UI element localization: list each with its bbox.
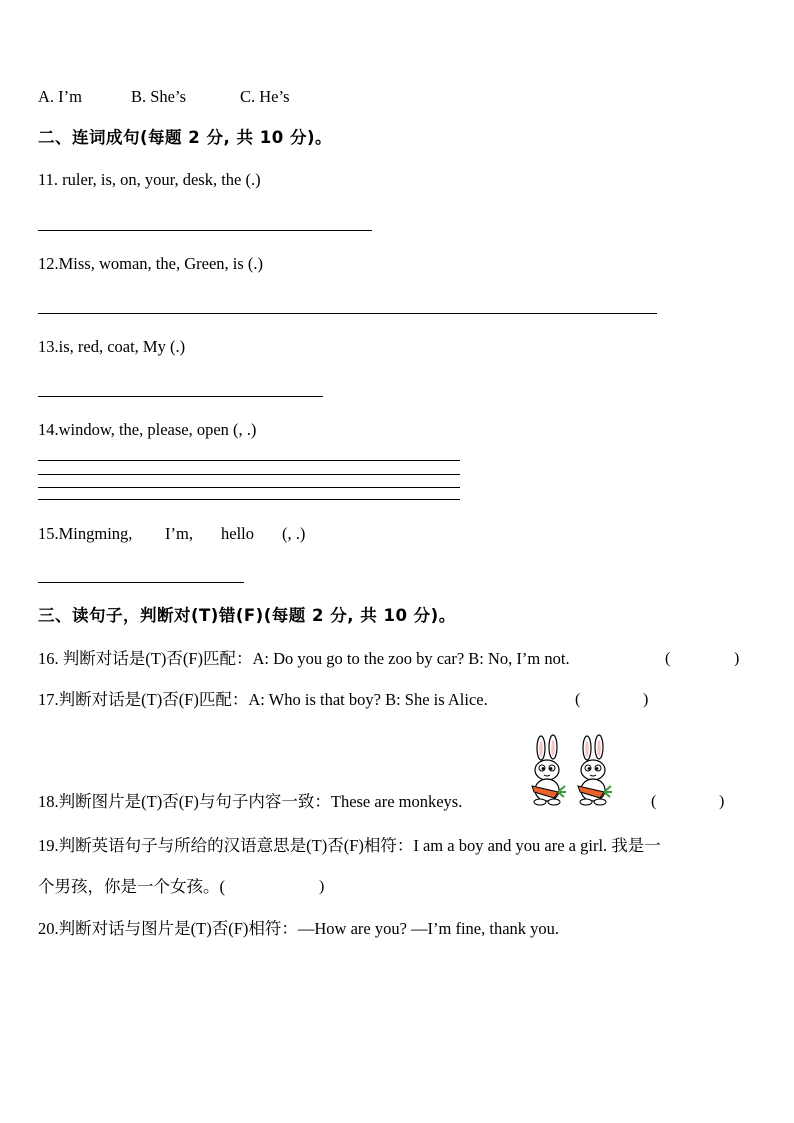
question-19-line-2: 个男孩，你是一个女孩。( xyxy=(38,877,225,896)
answer-line-13[interactable] xyxy=(38,396,323,397)
question-13: 13.is, red, coat, My (.) xyxy=(38,337,186,356)
answer-line-14c[interactable] xyxy=(38,487,460,488)
option-b: B. She’s xyxy=(131,87,187,106)
question-14: 14.window, the, please, open (, .) xyxy=(38,420,257,439)
option-a: A. I’m xyxy=(38,87,82,106)
answer-paren-open-16: ( xyxy=(665,650,671,667)
question-16: 16. 判断对话是(T)否(F)匹配：A: Do you go to the zoo by car? B: No, I’m not. xyxy=(38,649,570,668)
answer-line-11[interactable] xyxy=(38,230,372,231)
question-18: 18.判断图片是(T)否(F)与句子内容一致：These are monkeys. xyxy=(38,792,463,811)
option-c: C. He’s xyxy=(240,87,290,106)
answer-paren-close-16: ) xyxy=(734,650,740,667)
question-15-word-2: I’m, xyxy=(165,524,193,543)
answer-paren-close-18: ) xyxy=(719,793,725,810)
answer-paren-close-19: ) xyxy=(319,878,325,895)
question-20: 20.判断对话与图片是(T)否(F)相符：—How are you? —I’m fine, thank you. xyxy=(38,919,560,938)
section-2-heading: 二、连词成句(每题 2 分, 共 10 分)。 xyxy=(38,128,333,147)
question-17: 17.判断对话是(T)否(F)匹配：A: Who is that boy? B: She is Alice. xyxy=(38,690,488,709)
answer-line-15[interactable] xyxy=(38,582,244,583)
section-3-heading: 三、读句子，判断对(T)错(F)(每题 2 分, 共 10 分)。 xyxy=(38,606,456,625)
question-19-line-1: 19.判断英语句子与所给的汉语意思是(T)否(F)相符：I am a boy and you are a girl. 我是一 xyxy=(38,836,661,855)
question-15-num: 15.Mingming, xyxy=(38,524,133,543)
question-15-punct: (, .) xyxy=(282,524,306,543)
answer-line-14a[interactable] xyxy=(38,460,460,461)
answer-line-12[interactable] xyxy=(38,313,657,314)
rabbits-with-carrots-icon xyxy=(528,734,620,806)
question-11: 11. ruler, is, on, your, desk, the (.) xyxy=(38,170,261,189)
answer-paren-open-17: ( xyxy=(575,691,581,708)
answer-line-14b[interactable] xyxy=(38,474,460,475)
answer-line-14d[interactable] xyxy=(38,499,460,500)
question-12: 12.Miss, woman, the, Green, is (.) xyxy=(38,254,264,273)
answer-paren-open-18: ( xyxy=(651,793,657,810)
question-15-word-3: hello xyxy=(221,524,254,543)
answer-paren-close-17: ) xyxy=(643,691,649,708)
